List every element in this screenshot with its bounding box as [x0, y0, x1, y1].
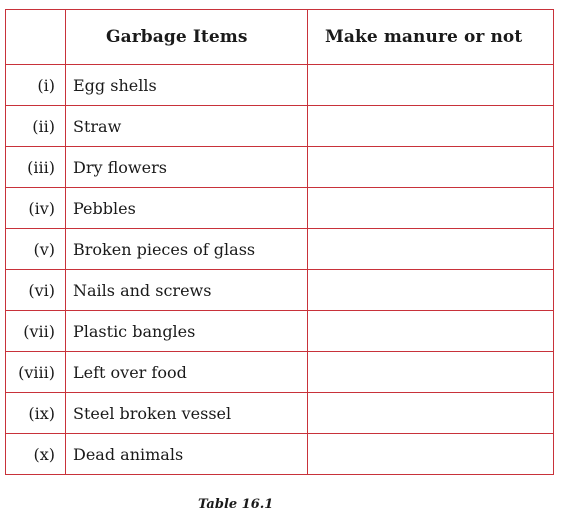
garbage-item: Dead animals — [66, 434, 308, 475]
garbage-item: Steel broken vessel — [66, 393, 308, 434]
manure-answer-cell[interactable] — [308, 188, 554, 229]
manure-answer-cell[interactable] — [308, 147, 554, 188]
row-number: (iii) — [6, 147, 66, 188]
table-row — [6, 65, 554, 106]
table-caption: Table 16.1 — [198, 497, 274, 512]
table-header-row — [6, 10, 554, 65]
row-number: (ix) — [6, 393, 66, 434]
manure-answer-cell[interactable] — [308, 270, 554, 311]
garbage-item: Egg shells — [66, 65, 308, 106]
table-row — [6, 270, 554, 311]
row-number: (i) — [6, 65, 66, 106]
table-row — [6, 393, 554, 434]
garbage-item: Plastic bangles — [66, 311, 308, 352]
garbage-item: Dry flowers — [66, 147, 308, 188]
header-number — [6, 10, 66, 65]
manure-answer-cell[interactable] — [308, 393, 554, 434]
row-number: (vii) — [6, 311, 66, 352]
manure-answer-cell[interactable] — [308, 352, 554, 393]
garbage-item: Left over food — [66, 352, 308, 393]
row-number: (x) — [6, 434, 66, 475]
manure-answer-cell[interactable] — [308, 229, 554, 270]
row-number: (iv) — [6, 188, 66, 229]
garbage-item: Pebbles — [66, 188, 308, 229]
header-make-manure: Make manure or not — [308, 10, 554, 65]
table-row — [6, 147, 554, 188]
row-number: (v) — [6, 229, 66, 270]
table-row — [6, 311, 554, 352]
garbage-table — [5, 9, 554, 475]
table-row — [6, 229, 554, 270]
manure-answer-cell[interactable] — [308, 434, 554, 475]
row-number: (ii) — [6, 106, 66, 147]
manure-answer-cell[interactable] — [308, 311, 554, 352]
manure-answer-cell[interactable] — [308, 65, 554, 106]
row-number: (viii) — [6, 352, 66, 393]
table-row — [6, 434, 554, 475]
manure-answer-cell[interactable] — [308, 106, 554, 147]
garbage-item: Nails and screws — [66, 270, 308, 311]
table-row — [6, 352, 554, 393]
garbage-item: Straw — [66, 106, 308, 147]
table-row — [6, 188, 554, 229]
table-row — [6, 106, 554, 147]
header-garbage-items: Garbage Items — [66, 10, 308, 65]
row-number: (vi) — [6, 270, 66, 311]
garbage-item: Broken pieces of glass — [66, 229, 308, 270]
